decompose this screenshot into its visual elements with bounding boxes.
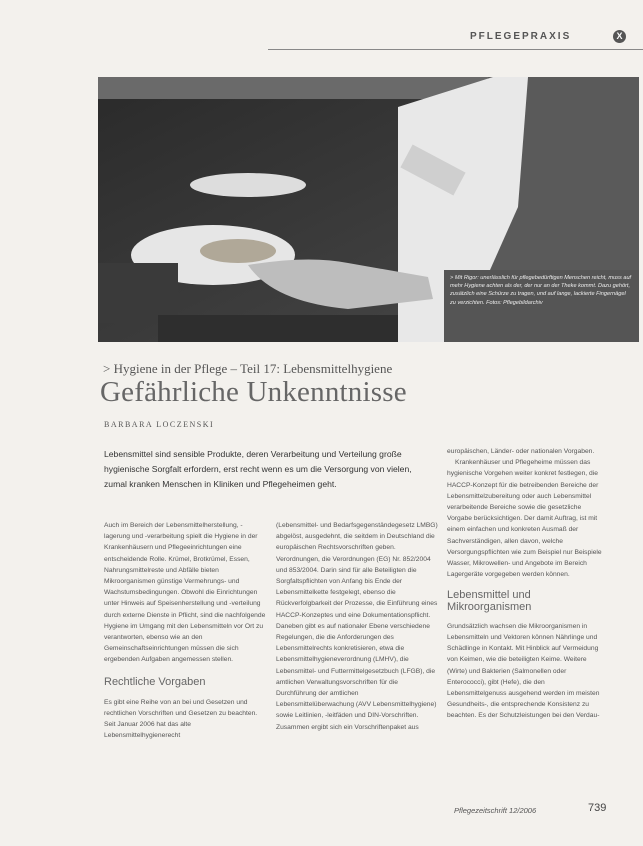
section-label: PFLEGEPRAXIS <box>470 31 572 42</box>
article-title: Gefährliche Unkenntnisse <box>100 376 407 408</box>
section-x-icon: X <box>613 30 626 43</box>
column-1-paragraph-1: Auch im Bereich der Lebensmittelherstellung, -lagerung und -verarbeitung spielt die Hygiene in der Krankenhäusern und Pflegeeinrichtungen eine entscheidende Rolle. Krümel, Brotkrümel, Essen, Nahrungsmittelreste und Abfälle bieten Mikroorganismen günstige Vermehrungs- und Wachstumsbedingungen. Obwohl die Einrichtungen unter Hinweis auf Speisenherstellung und -verteilung durch externe Dienste in Pflicht, sind die nachfolgende Hygiene im Umgang mit den Lebensmitteln vor Ort zu verantworten, ebenso wie an den Gemeinschaftseinrichtungen müssen die sich ergebenden Aufgaben angemessen stellen. <box>104 522 266 664</box>
column-2-paragraph: (Lebensmittel- und Bedarfsgegenständegesetz LMBG) abgelöst, ausgedehnt, die seitdem in Deutschland die europäischen Rechtsvorschriften geben. Verordnungen, die Verordnungen (EG) Nr. 852/2004 und 853/2004. Darin sind für alle Beteiligten die Sorgfaltspflichten von Anfang bis Ende der Lebensmittelkette festgelegt, ebenso die Rückverfolgbarkeit der Prozesse, die Einführung eines HACCP-Konzeptes und eine Dokumentationspflicht. Daneben gibt es auf nationaler Ebene verschiedene Regelungen, die die Anforderungen des Lebensmittelrechts konkretisieren, etwa die Lebensmittelhygieneverordnung (LMHV), die Lebensmittel- und Futtermittelgesetzbuch (LFGB), die amtlichen Verwaltungsvorschriften für die Durchführung der amtlichen Lebensmittelüberwachung (AVV Lebensmittelhygiene) sowie Leitlinien, -leitfäden und DIN-Vorschriften. Zusammen ergibt sich ein Vorschriftenpaket aus <box>276 522 438 731</box>
column-3-paragraph-3: Grundsätzlich wachsen die Mikroorganismen in Lebensmitteln und Vektoren können Nährlinge und Schädlinge in Kontakt. Mit Hinblick auf Vermeidung von Keimen, wie die beteiligten Keime. Weitere (Wirte) und Bakterien (Salmonellen oder Enterococci), gibt (Hefe), die den Lebensmittelgenuss ausgehend werden im meisten Gesundheits-, die entsprechende Konsistenz zu beachten. Es der Schutzleistungen bei den Verdau- <box>447 622 600 720</box>
photo-caption: > Mit Rigor: unerlässlich für pflegebedürftigen Menschen reicht, muss auf mehr Hygiene achten als der, der nur an der Theke kommt. Dazu gehört, zusätzlich eine Schürze zu tragen, und auf lange, lackierte Fingernägel zu verzichten. Fotos: Pflegebildarchiv <box>444 270 639 342</box>
header-rule <box>268 49 643 50</box>
subheading-lebensmittel-mikroorganismen: Lebensmittel und Mikroorganismen <box>447 589 532 613</box>
column-3-paragraph-1: europäischen, Länder- oder nationalen Vorgaben. <box>447 448 595 455</box>
column-2 <box>276 520 438 733</box>
subheading-rechtliche-vorgaben: Rechtliche Vorgaben <box>104 675 206 688</box>
article-lead: Lebensmittel sind sensible Produkte, deren Verarbeitung und Verteilung große hygienische Sorgfalt erfordern, erst recht wenn es um die Versorgung von vielen, zumal kranken Menschen in Kliniken und Pflegeheimen geht. <box>104 449 412 489</box>
column-1 <box>104 520 266 742</box>
article-author: BARBARA LOCZENSKI <box>104 420 215 429</box>
journal-footer: Pflegezeitschrift 12/2006 <box>454 806 537 815</box>
page-number: 739 <box>588 802 607 814</box>
column-3 <box>447 446 605 722</box>
column-3-paragraph-2: Krankenhäuser und Pflegeheime müssen das hygienische Vorgehen weiter konkret festlegen, die HACCP-Konzept für die betreibenden Bereiche der Lebensmittelzubereitung oder auch Lebensmittel verarbeitende Bereiche sowie die gesetzliche Vorgabe berücksichtigen. Der damit Auftrag, ist mit einem einfachen und konkreten Ausmaß der Sachverständigen, allen davon, welche Versorgungspflichten wie zum Beispiel nur Beispiele Wasser, Mikrowellen- und Angebote im Bereich Lagergeräte vorgegeben werden können. <box>447 459 602 579</box>
article-kicker: > Hygiene in der Pflege – Teil 17: Lebensmittelhygiene <box>103 361 393 376</box>
column-1-paragraph-2: Es gibt eine Reihe von an bei und Gesetzen und rechtlichen Vorschriften und Gesetzen zu beachten. Seit Januar 2006 hat das alte Lebensmittelhygienerecht <box>104 698 258 740</box>
